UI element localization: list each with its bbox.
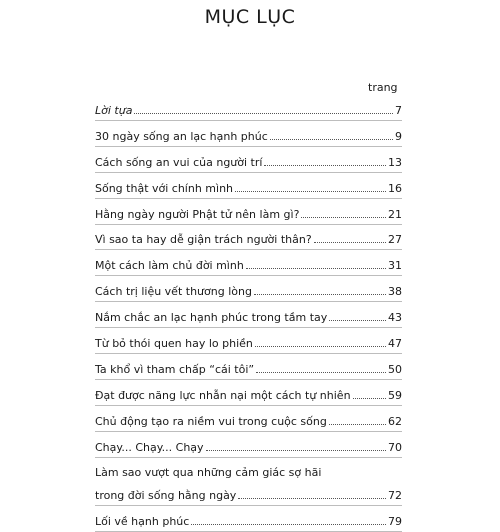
dot-leader bbox=[206, 449, 386, 451]
toc-entry-page-number: 59 bbox=[388, 388, 402, 402]
toc-entry-page-number: 21 bbox=[388, 207, 402, 221]
toc-entry-line bbox=[95, 100, 402, 118]
toc-entry bbox=[95, 354, 402, 380]
toc-entry-line bbox=[95, 225, 402, 248]
toc-entry-title: Cách sống an vui của người trí bbox=[95, 155, 263, 169]
toc-entry bbox=[95, 121, 402, 147]
toc-entry-title: Chạy... Chạy... Chạy bbox=[95, 440, 204, 454]
toc-entry-line bbox=[95, 406, 402, 429]
toc-entry-title: Lời tựa bbox=[95, 104, 133, 117]
toc-entry-line bbox=[95, 121, 402, 144]
toc-entry-line bbox=[95, 458, 402, 481]
dot-leader bbox=[256, 371, 386, 373]
toc-entry-line bbox=[95, 276, 402, 299]
dot-leader bbox=[238, 497, 386, 499]
toc-entry-title: Làm sao vượt qua những cảm giác sợ hãi bbox=[95, 466, 322, 480]
toc-entry bbox=[95, 199, 402, 225]
toc-entry-title: Một cách làm chủ đời mình bbox=[95, 259, 244, 273]
toc-entry-title: Lối về hạnh phúc bbox=[95, 515, 190, 529]
toc-entry-page-number: 70 bbox=[388, 440, 402, 454]
dot-leader bbox=[246, 267, 386, 269]
toc-entry bbox=[95, 225, 402, 251]
toc-entry-line bbox=[95, 432, 402, 455]
toc-entry bbox=[95, 100, 402, 121]
dot-leader bbox=[329, 319, 386, 321]
toc-entry bbox=[95, 147, 402, 173]
toc-entry bbox=[95, 380, 402, 406]
toc-entry bbox=[95, 173, 402, 199]
toc-entry bbox=[95, 276, 402, 302]
dot-leader bbox=[235, 190, 386, 192]
dot-leader bbox=[254, 293, 386, 295]
toc-entry-title: Vì sao ta hay dễ giận trách người thân? bbox=[95, 233, 312, 247]
toc-entry-title: Từ bỏ thói quen hay lo phiền bbox=[95, 337, 253, 351]
toc-entry bbox=[95, 458, 402, 507]
toc-entry-line bbox=[95, 302, 402, 325]
toc-entry-title: Nắm chắc an lạc hạnh phúc trong tầm tay bbox=[95, 311, 328, 325]
toc-entry-page-number: 16 bbox=[388, 181, 402, 195]
toc-entry-title: Đạt được năng lực nhẫn nại một cách tự nhiên bbox=[95, 388, 351, 402]
page-column-header: trang bbox=[368, 81, 398, 94]
toc-entry bbox=[95, 406, 402, 432]
toc-entry-line bbox=[95, 380, 402, 403]
toc-entry-title: Hằng ngày người Phật tử nên làm gì? bbox=[95, 207, 300, 221]
toc-entry-title: Ta khổ vì tham chấp “cái tôi” bbox=[95, 362, 255, 376]
toc-entry bbox=[95, 250, 402, 276]
toc-entry-page-number: 72 bbox=[388, 489, 402, 503]
toc-entry-page-number: 62 bbox=[388, 414, 402, 428]
toc-entry bbox=[95, 432, 402, 458]
toc-entry-line bbox=[95, 506, 402, 529]
table-of-contents bbox=[95, 100, 402, 532]
toc-entry bbox=[95, 302, 402, 328]
toc-entry-line bbox=[95, 354, 402, 377]
toc-entry-page-number: 38 bbox=[388, 285, 402, 299]
toc-entry-page-number: 31 bbox=[388, 259, 402, 273]
toc-entry-page-number: 9 bbox=[395, 129, 402, 143]
toc-entry-page-number: 43 bbox=[388, 311, 402, 325]
toc-entry-page-number: 50 bbox=[388, 362, 402, 376]
toc-entry-line bbox=[95, 250, 402, 273]
dot-leader bbox=[255, 345, 386, 347]
toc-entry-title: trong đời sống hằng ngày bbox=[95, 489, 237, 503]
dot-leader bbox=[270, 138, 393, 140]
toc-entry-title: 30 ngày sống an lạc hạnh phúc bbox=[95, 129, 268, 143]
dot-leader bbox=[353, 397, 386, 399]
toc-entry-title: Chủ động tạo ra niềm vui trong cuộc sống bbox=[95, 414, 327, 428]
dot-leader bbox=[329, 423, 386, 425]
dot-leader bbox=[314, 241, 386, 243]
toc-entry-line bbox=[95, 328, 402, 351]
toc-entry-title: Sống thật với chính mình bbox=[95, 181, 234, 195]
dot-leader bbox=[264, 164, 386, 166]
toc-entry-line bbox=[95, 199, 402, 222]
toc-entry bbox=[95, 328, 402, 354]
toc-entry-title: Cách trị liệu vết thương lòng bbox=[95, 285, 252, 299]
toc-entry-page-number: 7 bbox=[395, 104, 402, 117]
toc-entry-page-number: 13 bbox=[388, 155, 402, 169]
toc-entry-line bbox=[95, 147, 402, 170]
toc-entry-page-number: 27 bbox=[388, 233, 402, 247]
toc-entry-page-number: 79 bbox=[388, 515, 402, 529]
page-title: MỤC LỤC bbox=[204, 6, 296, 28]
dot-leader bbox=[191, 523, 386, 525]
toc-entry-line bbox=[95, 173, 402, 196]
dot-leader bbox=[301, 216, 386, 218]
dot-leader bbox=[134, 112, 393, 114]
toc-entry-page-number: 47 bbox=[388, 337, 402, 351]
toc-entry bbox=[95, 506, 402, 532]
